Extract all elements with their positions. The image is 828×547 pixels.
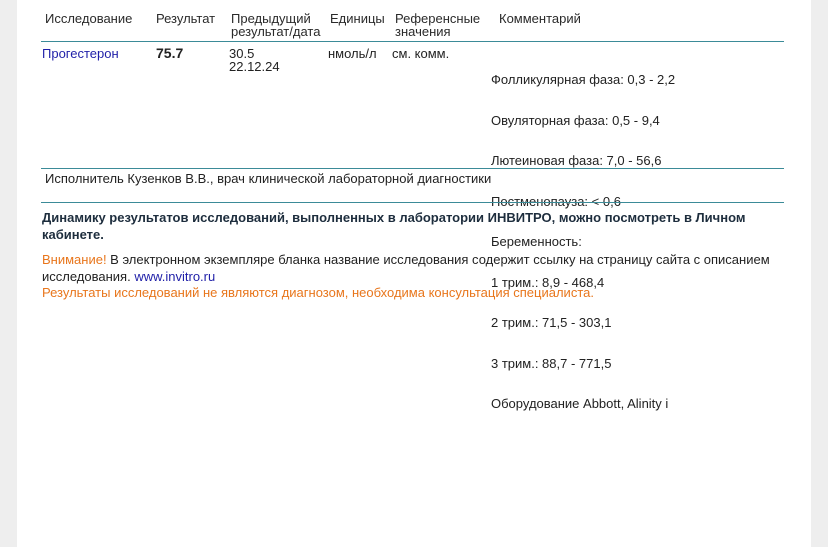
comment-line: Постменопауза: < 0,6 [491, 193, 621, 209]
comment-line: Оборудование Abbott, Alinity i [491, 396, 669, 411]
header-test: Исследование [45, 11, 133, 26]
previous-result-date: 22.12.24 [229, 59, 280, 74]
header-divider [41, 41, 784, 42]
attention-text: В электронном экземпляре бланка название исследования содержит ссылку на страницу сайта с описанием исследования. [42, 252, 770, 284]
attention-notice [42, 252, 790, 285]
performer-text: Исполнитель Кузенков В.В., врач клинической лабораторной диагностики [45, 171, 492, 186]
disclaimer-text: Результаты исследований не являются диагнозом, необходима консультация специалиста. [42, 285, 594, 300]
section-divider [41, 202, 784, 203]
attention-label: Внимание! [42, 252, 107, 267]
units-value: нмоль/л [328, 46, 377, 61]
comment-line: Лютеиновая фаза: 7,0 - 56,6 [491, 153, 662, 168]
header-reference-line2: значения [395, 24, 451, 39]
header-previous-line1: Предыдущий [231, 11, 311, 26]
header-comment: Комментарий [499, 11, 581, 26]
result-value: 75.7 [156, 45, 184, 61]
header-result: Результат [156, 11, 216, 26]
reference-value: см. комм. [392, 46, 450, 61]
header-reference-line1: Референсные [395, 11, 481, 26]
site-link[interactable]: www.invitro.ru [134, 268, 216, 284]
header-previous-line2: результат/дата [231, 24, 321, 39]
comment-line: 2 трим.: 71,5 - 303,1 [491, 315, 612, 330]
test-name-link[interactable]: Прогестерон [42, 46, 119, 61]
comment-line: 1 трим.: 8,9 - 468,4 [491, 274, 605, 290]
previous-result-value: 30.5 [229, 46, 255, 61]
report-page [17, 0, 811, 547]
header-units: Единицы [330, 11, 385, 26]
comment-line: Беременность: [491, 234, 582, 249]
row-divider [41, 168, 784, 169]
comment-line: Фолликулярная фаза: 0,3 - 2,2 [491, 72, 676, 87]
comment-line: Овуляторная фаза: 0,5 - 9,4 [491, 112, 660, 128]
comment-line: 3 трим.: 88,7 - 771,5 [491, 355, 612, 371]
dynamics-notice: Динамику результатов исследований, выполненных в лаборатории ИНВИТРО, можно посмотреть в Личном кабинете. [42, 210, 746, 242]
